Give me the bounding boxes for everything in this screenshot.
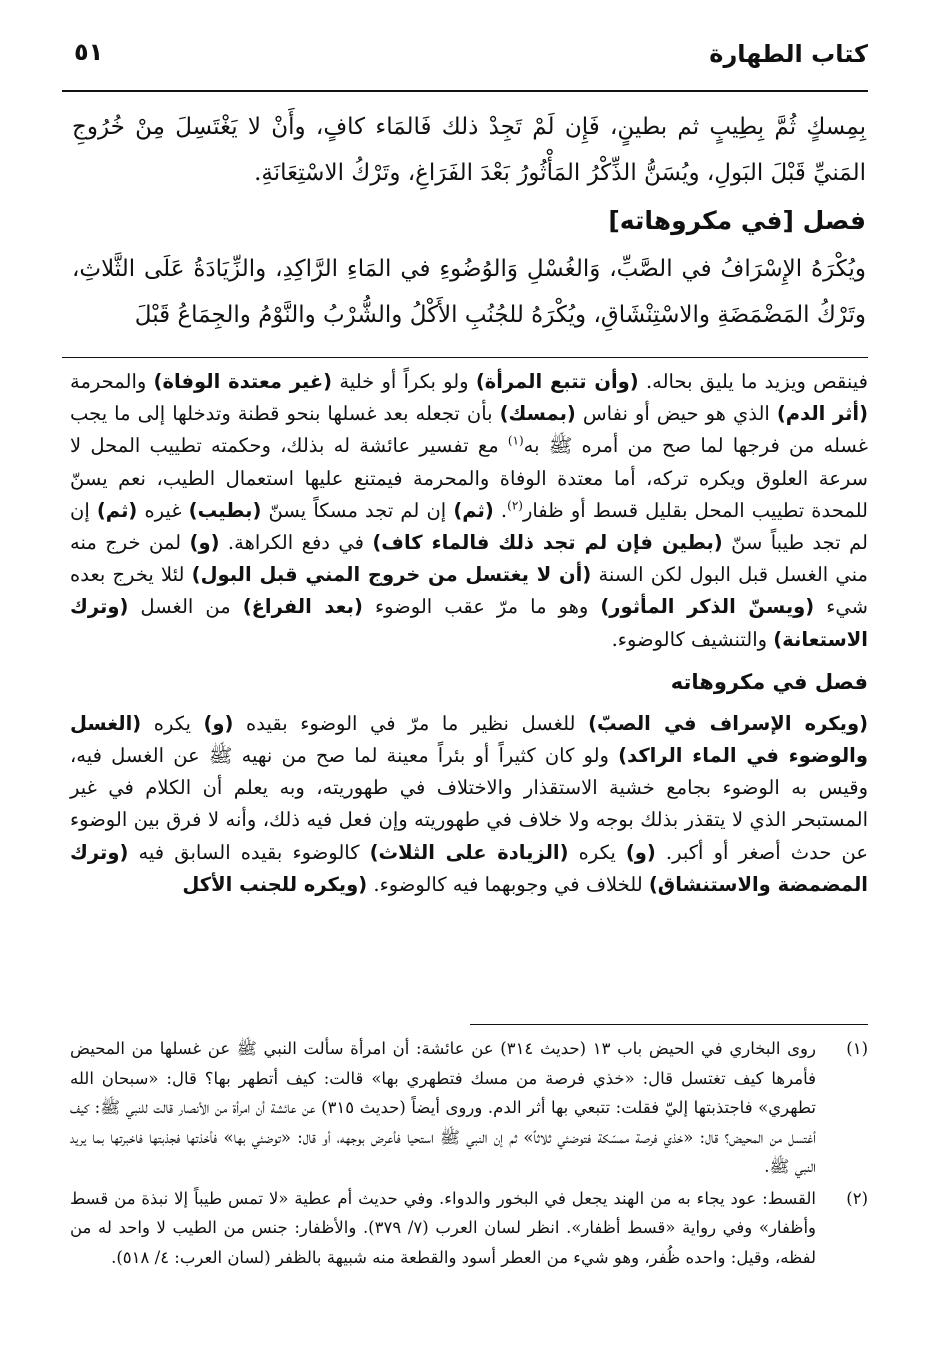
- matn-quote: (الغسل والوضوء في الماء الراكد): [70, 711, 868, 768]
- commentary-text: غيره: [137, 498, 189, 522]
- page-number: ٥١: [74, 38, 104, 66]
- matn-quote: (أثر الدم): [776, 402, 869, 426]
- matn-quote: (الزيادة على الثلاث): [369, 840, 569, 864]
- commentary-text: ولو كان كثيراً أو بئراً معينة لما صح من نهيه ﷺ عن الغسل فيه، وقيس به الوضوء بجامع خشية الاستقذار والاختلاف في طهوريته، وبه يعلم أن الكلام في غير المستبحر الذي لا يتقذر بذلك بوجه ولا خلاف في طهوريته وإن فعل فيه ذلك، وأنه لا فرق بين الوضوء عن حدث أصغر أو أكبر.: [70, 744, 868, 864]
- matn-quote: (ويسنّ الذكر المأثور): [600, 595, 815, 619]
- matn-quote: (ويكره للجنب الأكل: [182, 872, 368, 896]
- commentary-text: للخلاف في وجوبهما فيه كالوضوء.: [367, 872, 649, 896]
- matn-quote: (غير معتدة الوفاة): [153, 370, 333, 393]
- commentary-text: للغسل نظير ما مرّ في الوضوء بقيده: [233, 711, 589, 735]
- commentary-text: فينقص ويزيد ما يليق بحاله.: [638, 370, 869, 393]
- sharh-paragraph: [70, 708, 868, 901]
- matn-quote: (وترك المضمضة والاستنشاق): [70, 840, 868, 896]
- matn-paragraph: بِمِسكٍ ثُمَّ بِطِيبٍ ثم بطينٍ، فَإِن لَمْ تَجِدْ ذلك فَالمَاء كافٍ، وأَنْ لا يَغْتَسِلَ مِنْ خُرُوجِ المَنيِّ قَبْلَ البَولِ، ويُسَنُّ الذِّكْرُ المَأْثُورُ بَعْدَ الفَرَاغِ، وتَرْكُ الاسْتِعَانَةِ.: [72, 114, 866, 186]
- commentary-text: إن لم تجد مسكاً يسنّ: [261, 498, 454, 522]
- sharh-paragraph: [70, 366, 868, 656]
- matn-quote: (و): [625, 840, 656, 864]
- footnote-number: (١): [846, 1039, 868, 1058]
- matn-quote: (و): [189, 531, 220, 555]
- sharh-commentary: [70, 366, 868, 901]
- matn-quote: (بعد الفراغ): [242, 595, 363, 619]
- matn-quote: (وأن تتبع المرأة): [475, 370, 639, 393]
- matn-quote: (بطين فإن لم تجد ذلك فالماء كاف): [372, 531, 723, 555]
- footnote-ref: (١): [507, 433, 524, 448]
- commentary-text: والتنشيف كالوضوء.: [611, 627, 774, 651]
- commentary-text: مع تفسير عائشة له بذلك، وحكمته تطييب المحل لا سرعة العلوق ويكره تركه، أما معتدة الوفاة والمحرمة فيمتنع عليها استعمال الطيب، نعم يسنّ للمحدة تطييب المحل بقليل قسط أو ظفار: [70, 434, 868, 522]
- commentary-text: يكره: [568, 840, 626, 864]
- matn-quote: (أن لا يغتسل من خروج المني قبل البول): [191, 563, 592, 587]
- footnote-item: [70, 1184, 868, 1273]
- commentary-text: إن لم تجد طيباً سنّ: [70, 498, 868, 555]
- header-rule: [62, 90, 868, 92]
- matn-text-block: [72, 104, 866, 338]
- commentary-text: من الغسل: [128, 595, 243, 619]
- footnotes: [70, 1034, 868, 1274]
- matn-quote: (و): [203, 711, 234, 735]
- footnote-number: (٢): [846, 1188, 868, 1208]
- commentary-text: لمن خرج منه مني الغسل قبل البول لكن السنة: [70, 531, 868, 587]
- footnote-text: روى البخاري في الحيض باب ١٣ (حديث ٣١٤) عن عائشة: أن امرأة سألت النبي ﷺ عن غسلها من المحيض فأمرها كيف تغتسل قال: «خذي فرصة من مسك فتطهري بها» قالت: كيف أتطهر بها؟ قال: «سبحان الله تطهري» فاجتذبتها إليّ فقلت: تتبعي بها أثر الدم. وروى أيضاً (حديث ٣١٥) عن عائشة أن امرأة من الأنصار قالت للنبي ﷺ: كيف أغتسل من المحيض؟ قال: «خذي فرصة ممسّكة فتوضئي ثلاثاً» ثم إن النبي ﷺ استحيا فأعرض بوجهه، أو قال: «توضئي بها» فأخذتها فجذبتها فاخبرتها بما يريد النبي ﷺ.: [70, 1039, 816, 1176]
- book-title: كتاب الطهارة: [709, 40, 868, 68]
- matn-sharh-divider: [62, 357, 868, 358]
- footnote-ref: (٢): [507, 498, 523, 513]
- footnote-item: [70, 1034, 868, 1182]
- commentary-text: لئلا يخرج بعده شيء: [70, 563, 868, 619]
- page-header: [62, 38, 868, 78]
- matn-quote: (ويكره الإسراف في الصبّ): [588, 711, 868, 735]
- commentary-text: .: [493, 498, 508, 522]
- commentary-text: كالوضوء بقيده السابق فيه: [128, 840, 370, 864]
- commentary-text: ولو بكراً أو خلية: [332, 370, 476, 393]
- matn-paragraph: ويُكْرَهُ الإِسْرَافُ في الصَّبِّ، وَالغُسْلِ وَالوُضُوءِ في المَاءِ الرَّاكِدِ، والزِّيَادَةُ عَلَى الثَّلاثِ، وتَرْكُ المَضْمَضَةِ والاسْتِنْشَاقِ، ويُكْرَهُ للجُنُبِ الأَكْلُ والشُّرْبُ والنَّوْمُ والجِمَاعُ قَبْلَ: [72, 256, 866, 328]
- commentary-text: وهو ما مرّ عقب الوضوء: [362, 595, 601, 619]
- footnote-text: القسط: عود يجاء به من الهند يجعل في البخور والدواء. وفي حديث أم عطية «لا تمس طيباً إلا نبذة من قسط وأظفار» وفي رواية «قسط أظفار». انظر لسان العرب (٧/ ٣٧٩). والأظفار: جنس من الطيب لا واحد له من لفظه، وقيل: واحده ظُفر، وهو شيء من العطر أسود والقطعة منه شبيهة بالظفر (لسان العرب: ٤/ ٥١٨).: [70, 1188, 816, 1267]
- matn-quote: (وترك الاستعانة): [70, 595, 868, 651]
- commentary-text: في دفع الكراهة.: [219, 531, 373, 555]
- commentary-text: الذي هو حيض أو نفاس: [575, 402, 777, 426]
- sharh-section-heading: فصل في مكروهاته: [670, 669, 868, 694]
- commentary-text: بأن تجعله بعد غسلها بنحو قطنة وتدخلها إلى ما يجب غسله من فرجها لما صح من أمره ﷺ به: [70, 402, 868, 458]
- commentary-text: والمحرمة: [70, 370, 154, 393]
- commentary-text: يكره: [141, 711, 204, 735]
- matn-quote: (ثم): [96, 498, 138, 522]
- matn-quote: (بطيب): [188, 498, 262, 522]
- matn-section-heading: فصل [في مكروهاته]: [608, 206, 866, 235]
- matn-quote: (بمسك): [499, 402, 576, 426]
- footnote-divider: [470, 1024, 868, 1025]
- matn-quote: (ثم): [453, 498, 494, 522]
